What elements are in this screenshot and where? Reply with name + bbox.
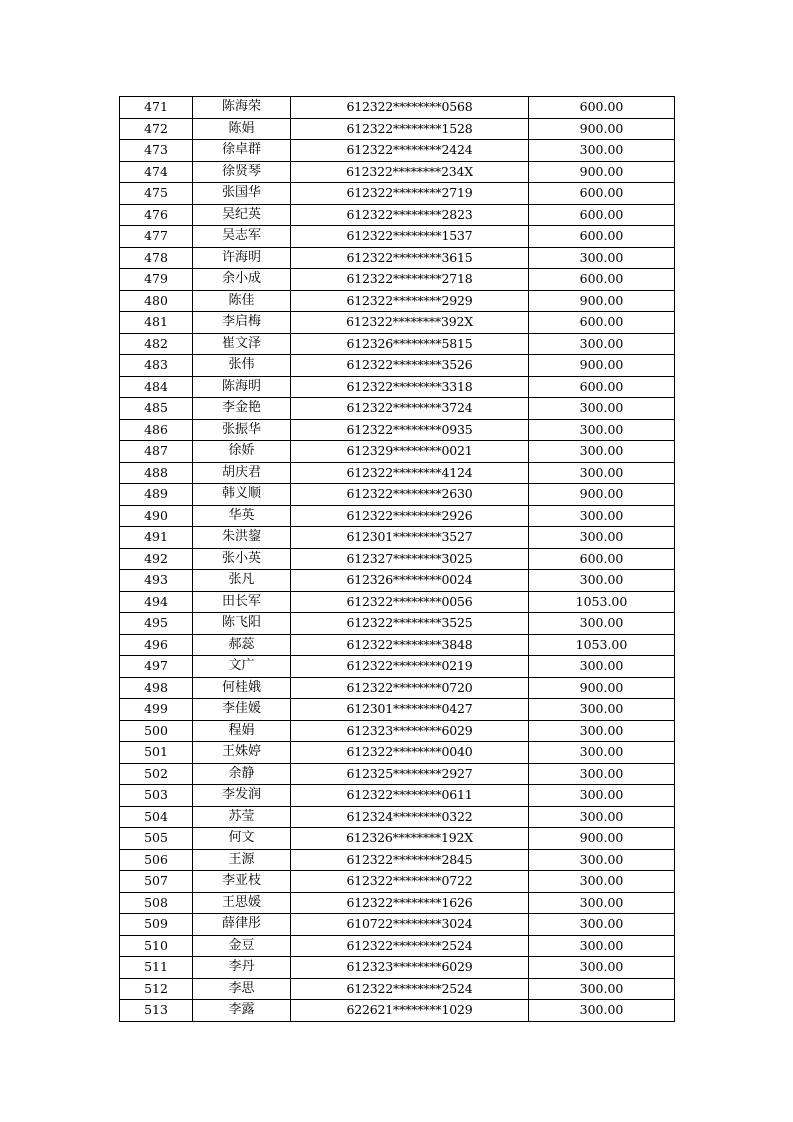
id-number-cell: 612326********5815 bbox=[291, 333, 529, 355]
table-row bbox=[120, 720, 675, 742]
amount-cell: 300.00 bbox=[529, 613, 675, 635]
id-number-cell: 612322********2524 bbox=[291, 978, 529, 1000]
id-number-cell: 612322********2845 bbox=[291, 849, 529, 871]
name-cell: 金豆 bbox=[193, 935, 291, 957]
table-row bbox=[120, 118, 675, 140]
name-cell: 朱洪鋆 bbox=[193, 527, 291, 549]
amount-cell: 600.00 bbox=[529, 269, 675, 291]
name-cell: 何桂娥 bbox=[193, 677, 291, 699]
row-number-cell: 479 bbox=[120, 269, 193, 291]
table-row bbox=[120, 290, 675, 312]
table-row bbox=[120, 957, 675, 979]
name-cell: 余静 bbox=[193, 763, 291, 785]
amount-cell: 900.00 bbox=[529, 677, 675, 699]
id-number-cell: 612322********2630 bbox=[291, 484, 529, 506]
amount-cell: 300.00 bbox=[529, 247, 675, 269]
table-row bbox=[120, 376, 675, 398]
table-row bbox=[120, 656, 675, 678]
table-row bbox=[120, 312, 675, 334]
table-row bbox=[120, 333, 675, 355]
table-row bbox=[120, 140, 675, 162]
amount-cell: 1053.00 bbox=[529, 634, 675, 656]
id-number-cell: 612301********3527 bbox=[291, 527, 529, 549]
row-number-cell: 500 bbox=[120, 720, 193, 742]
amount-cell: 300.00 bbox=[529, 441, 675, 463]
name-cell: 张凡 bbox=[193, 570, 291, 592]
id-number-cell: 612322********2719 bbox=[291, 183, 529, 205]
row-number-cell: 492 bbox=[120, 548, 193, 570]
row-number-cell: 477 bbox=[120, 226, 193, 248]
id-number-cell: 612322********3526 bbox=[291, 355, 529, 377]
name-cell: 韩义顺 bbox=[193, 484, 291, 506]
amount-cell: 600.00 bbox=[529, 312, 675, 334]
amount-cell: 300.00 bbox=[529, 140, 675, 162]
amount-cell: 900.00 bbox=[529, 290, 675, 312]
row-number-cell: 513 bbox=[120, 1000, 193, 1022]
amount-cell: 300.00 bbox=[529, 720, 675, 742]
row-number-cell: 508 bbox=[120, 892, 193, 914]
row-number-cell: 494 bbox=[120, 591, 193, 613]
name-cell: 陈佳 bbox=[193, 290, 291, 312]
table-row bbox=[120, 613, 675, 635]
name-cell: 陈飞阳 bbox=[193, 613, 291, 635]
id-number-cell: 612323********6029 bbox=[291, 957, 529, 979]
amount-cell: 300.00 bbox=[529, 914, 675, 936]
table-row bbox=[120, 226, 675, 248]
table-row bbox=[120, 398, 675, 420]
name-cell: 徐贤琴 bbox=[193, 161, 291, 183]
table-row bbox=[120, 785, 675, 807]
id-number-cell: 612301********0427 bbox=[291, 699, 529, 721]
document-page bbox=[119, 96, 674, 1022]
amount-cell: 300.00 bbox=[529, 462, 675, 484]
name-cell: 王姝婷 bbox=[193, 742, 291, 764]
recipient-table bbox=[119, 96, 675, 1022]
name-cell: 吴志军 bbox=[193, 226, 291, 248]
row-number-cell: 471 bbox=[120, 97, 193, 119]
row-number-cell: 491 bbox=[120, 527, 193, 549]
name-cell: 张小英 bbox=[193, 548, 291, 570]
id-number-cell: 612326********0024 bbox=[291, 570, 529, 592]
name-cell: 张振华 bbox=[193, 419, 291, 441]
name-cell: 田长军 bbox=[193, 591, 291, 613]
name-cell: 薛律彤 bbox=[193, 914, 291, 936]
amount-cell: 300.00 bbox=[529, 935, 675, 957]
name-cell: 陈海荣 bbox=[193, 97, 291, 119]
amount-cell: 300.00 bbox=[529, 1000, 675, 1022]
table-row bbox=[120, 1000, 675, 1022]
table-row bbox=[120, 828, 675, 850]
amount-cell: 300.00 bbox=[529, 892, 675, 914]
name-cell: 程娟 bbox=[193, 720, 291, 742]
id-number-cell: 612322********3318 bbox=[291, 376, 529, 398]
row-number-cell: 484 bbox=[120, 376, 193, 398]
amount-cell: 600.00 bbox=[529, 376, 675, 398]
table-row bbox=[120, 269, 675, 291]
name-cell: 李启梅 bbox=[193, 312, 291, 334]
name-cell: 张伟 bbox=[193, 355, 291, 377]
table-row bbox=[120, 462, 675, 484]
table-row bbox=[120, 527, 675, 549]
amount-cell: 300.00 bbox=[529, 957, 675, 979]
name-cell: 徐娇 bbox=[193, 441, 291, 463]
id-number-cell: 612322********0722 bbox=[291, 871, 529, 893]
id-number-cell: 610722********3024 bbox=[291, 914, 529, 936]
amount-cell: 900.00 bbox=[529, 118, 675, 140]
table-row bbox=[120, 763, 675, 785]
row-number-cell: 488 bbox=[120, 462, 193, 484]
id-number-cell: 612322********2424 bbox=[291, 140, 529, 162]
table-row bbox=[120, 484, 675, 506]
row-number-cell: 486 bbox=[120, 419, 193, 441]
table-row bbox=[120, 892, 675, 914]
amount-cell: 300.00 bbox=[529, 527, 675, 549]
row-number-cell: 476 bbox=[120, 204, 193, 226]
row-number-cell: 511 bbox=[120, 957, 193, 979]
table-row bbox=[120, 548, 675, 570]
id-number-cell: 612326********192X bbox=[291, 828, 529, 850]
row-number-cell: 510 bbox=[120, 935, 193, 957]
id-number-cell: 612322********4124 bbox=[291, 462, 529, 484]
amount-cell: 300.00 bbox=[529, 806, 675, 828]
id-number-cell: 612324********0322 bbox=[291, 806, 529, 828]
table-row bbox=[120, 161, 675, 183]
table-row bbox=[120, 935, 675, 957]
row-number-cell: 506 bbox=[120, 849, 193, 871]
id-number-cell: 612322********234X bbox=[291, 161, 529, 183]
name-cell: 王源 bbox=[193, 849, 291, 871]
name-cell: 李亚枝 bbox=[193, 871, 291, 893]
amount-cell: 300.00 bbox=[529, 699, 675, 721]
row-number-cell: 490 bbox=[120, 505, 193, 527]
id-number-cell: 612322********0568 bbox=[291, 97, 529, 119]
table-body bbox=[120, 97, 675, 1022]
amount-cell: 300.00 bbox=[529, 978, 675, 1000]
amount-cell: 600.00 bbox=[529, 226, 675, 248]
id-number-cell: 612322********2926 bbox=[291, 505, 529, 527]
table-row bbox=[120, 441, 675, 463]
id-number-cell: 612322********0219 bbox=[291, 656, 529, 678]
table-row bbox=[120, 355, 675, 377]
row-number-cell: 474 bbox=[120, 161, 193, 183]
name-cell: 华英 bbox=[193, 505, 291, 527]
name-cell: 许海明 bbox=[193, 247, 291, 269]
row-number-cell: 487 bbox=[120, 441, 193, 463]
name-cell: 陈娟 bbox=[193, 118, 291, 140]
id-number-cell: 612322********3525 bbox=[291, 613, 529, 635]
table-row bbox=[120, 914, 675, 936]
amount-cell: 300.00 bbox=[529, 763, 675, 785]
amount-cell: 300.00 bbox=[529, 871, 675, 893]
table-row bbox=[120, 871, 675, 893]
amount-cell: 900.00 bbox=[529, 484, 675, 506]
row-number-cell: 505 bbox=[120, 828, 193, 850]
table-row bbox=[120, 634, 675, 656]
table-row bbox=[120, 419, 675, 441]
name-cell: 李金艳 bbox=[193, 398, 291, 420]
row-number-cell: 493 bbox=[120, 570, 193, 592]
table-row bbox=[120, 204, 675, 226]
amount-cell: 300.00 bbox=[529, 398, 675, 420]
id-number-cell: 612322********0056 bbox=[291, 591, 529, 613]
name-cell: 何文 bbox=[193, 828, 291, 850]
name-cell: 文广 bbox=[193, 656, 291, 678]
amount-cell: 600.00 bbox=[529, 548, 675, 570]
row-number-cell: 481 bbox=[120, 312, 193, 334]
id-number-cell: 612322********2524 bbox=[291, 935, 529, 957]
amount-cell: 300.00 bbox=[529, 505, 675, 527]
amount-cell: 1053.00 bbox=[529, 591, 675, 613]
name-cell: 李丹 bbox=[193, 957, 291, 979]
row-number-cell: 496 bbox=[120, 634, 193, 656]
row-number-cell: 512 bbox=[120, 978, 193, 1000]
table-row bbox=[120, 806, 675, 828]
row-number-cell: 478 bbox=[120, 247, 193, 269]
table-row bbox=[120, 97, 675, 119]
table-row bbox=[120, 591, 675, 613]
amount-cell: 300.00 bbox=[529, 785, 675, 807]
row-number-cell: 475 bbox=[120, 183, 193, 205]
table-row bbox=[120, 978, 675, 1000]
row-number-cell: 497 bbox=[120, 656, 193, 678]
table-row bbox=[120, 570, 675, 592]
row-number-cell: 498 bbox=[120, 677, 193, 699]
table-row bbox=[120, 699, 675, 721]
amount-cell: 900.00 bbox=[529, 355, 675, 377]
id-number-cell: 612322********2718 bbox=[291, 269, 529, 291]
table-row bbox=[120, 505, 675, 527]
row-number-cell: 473 bbox=[120, 140, 193, 162]
id-number-cell: 622621********1029 bbox=[291, 1000, 529, 1022]
name-cell: 徐卓群 bbox=[193, 140, 291, 162]
id-number-cell: 612322********0720 bbox=[291, 677, 529, 699]
id-number-cell: 612329********0021 bbox=[291, 441, 529, 463]
row-number-cell: 503 bbox=[120, 785, 193, 807]
name-cell: 余小成 bbox=[193, 269, 291, 291]
amount-cell: 600.00 bbox=[529, 97, 675, 119]
name-cell: 苏莹 bbox=[193, 806, 291, 828]
amount-cell: 300.00 bbox=[529, 333, 675, 355]
row-number-cell: 489 bbox=[120, 484, 193, 506]
amount-cell: 300.00 bbox=[529, 419, 675, 441]
row-number-cell: 502 bbox=[120, 763, 193, 785]
id-number-cell: 612322********2929 bbox=[291, 290, 529, 312]
name-cell: 李露 bbox=[193, 1000, 291, 1022]
name-cell: 李发润 bbox=[193, 785, 291, 807]
id-number-cell: 612322********3615 bbox=[291, 247, 529, 269]
name-cell: 崔文泽 bbox=[193, 333, 291, 355]
row-number-cell: 504 bbox=[120, 806, 193, 828]
id-number-cell: 612322********0611 bbox=[291, 785, 529, 807]
row-number-cell: 499 bbox=[120, 699, 193, 721]
row-number-cell: 472 bbox=[120, 118, 193, 140]
row-number-cell: 485 bbox=[120, 398, 193, 420]
amount-cell: 900.00 bbox=[529, 161, 675, 183]
name-cell: 王思媛 bbox=[193, 892, 291, 914]
table-row bbox=[120, 247, 675, 269]
amount-cell: 900.00 bbox=[529, 828, 675, 850]
table-row bbox=[120, 183, 675, 205]
name-cell: 张国华 bbox=[193, 183, 291, 205]
id-number-cell: 612322********0935 bbox=[291, 419, 529, 441]
row-number-cell: 482 bbox=[120, 333, 193, 355]
id-number-cell: 612322********1537 bbox=[291, 226, 529, 248]
name-cell: 李佳媛 bbox=[193, 699, 291, 721]
amount-cell: 300.00 bbox=[529, 570, 675, 592]
id-number-cell: 612325********2927 bbox=[291, 763, 529, 785]
row-number-cell: 495 bbox=[120, 613, 193, 635]
id-number-cell: 612322********2823 bbox=[291, 204, 529, 226]
id-number-cell: 612322********392X bbox=[291, 312, 529, 334]
table-row bbox=[120, 849, 675, 871]
name-cell: 李思 bbox=[193, 978, 291, 1000]
row-number-cell: 480 bbox=[120, 290, 193, 312]
amount-cell: 300.00 bbox=[529, 656, 675, 678]
row-number-cell: 509 bbox=[120, 914, 193, 936]
id-number-cell: 612323********6029 bbox=[291, 720, 529, 742]
amount-cell: 600.00 bbox=[529, 183, 675, 205]
id-number-cell: 612322********1528 bbox=[291, 118, 529, 140]
amount-cell: 300.00 bbox=[529, 742, 675, 764]
row-number-cell: 501 bbox=[120, 742, 193, 764]
amount-cell: 600.00 bbox=[529, 204, 675, 226]
amount-cell: 300.00 bbox=[529, 849, 675, 871]
row-number-cell: 483 bbox=[120, 355, 193, 377]
id-number-cell: 612327********3025 bbox=[291, 548, 529, 570]
row-number-cell: 507 bbox=[120, 871, 193, 893]
id-number-cell: 612322********3724 bbox=[291, 398, 529, 420]
name-cell: 郝蕊 bbox=[193, 634, 291, 656]
table-row bbox=[120, 677, 675, 699]
table-row bbox=[120, 742, 675, 764]
name-cell: 陈海明 bbox=[193, 376, 291, 398]
id-number-cell: 612322********1626 bbox=[291, 892, 529, 914]
id-number-cell: 612322********3848 bbox=[291, 634, 529, 656]
name-cell: 吴纪英 bbox=[193, 204, 291, 226]
id-number-cell: 612322********0040 bbox=[291, 742, 529, 764]
name-cell: 胡庆君 bbox=[193, 462, 291, 484]
